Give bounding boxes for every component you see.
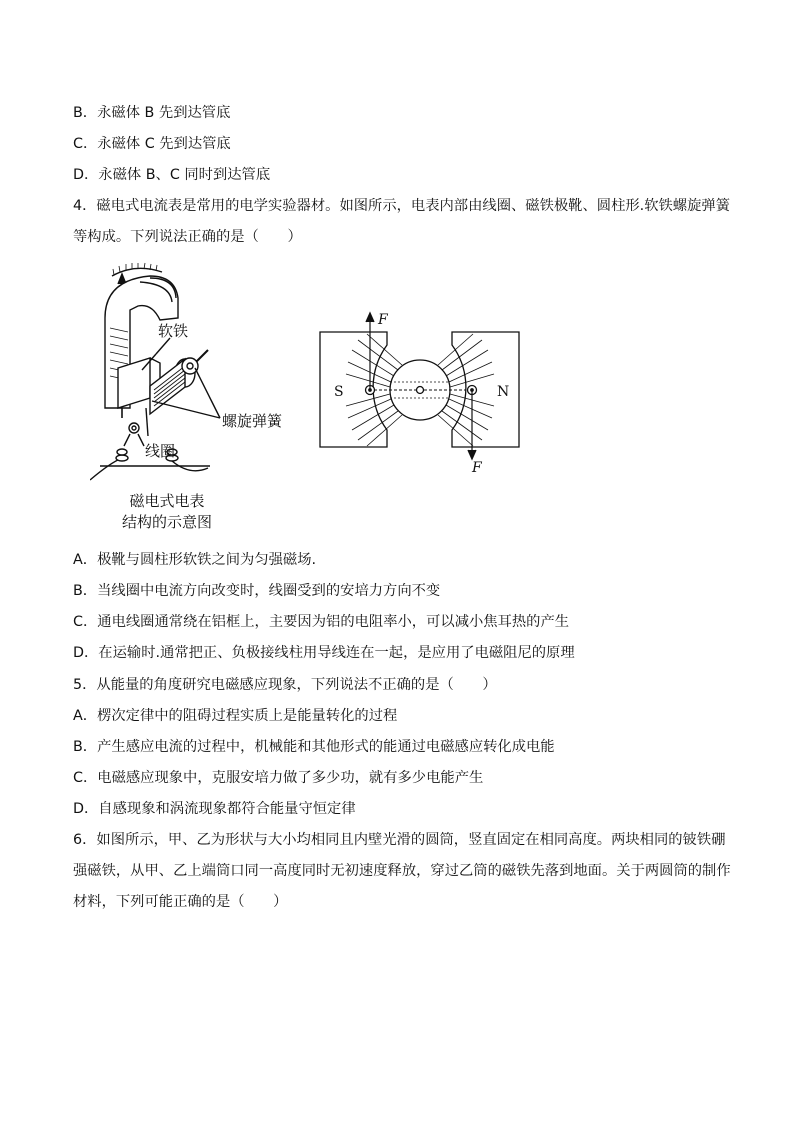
label-force-top: F — [378, 312, 388, 328]
q4-option-a: A．极靴与圆柱形软铁之间为匀强磁场. — [73, 552, 317, 568]
label-n-pole: N — [497, 384, 510, 400]
question-6-stem: 6．如图所示，甲、乙为形状与大小均相同且内壁光滑的圆筒，竖直固定在相同高度。两块相同的铍铁硼 — [73, 832, 726, 848]
label-s-pole: S — [334, 384, 344, 400]
q4-option-c: C．通电线圈通常绕在铝框上，主要因为铝的电阻率小，可以减小焦耳热的产生 — [73, 614, 570, 630]
q5-option-a: A．楞次定律中的阻碍过程实质上是能量转化的过程 — [73, 708, 398, 724]
question-4-stem: 4．磁电式电流表是常用的电学实验器材。如图所示，电表内部由线圈、磁铁极靴、圆柱形.软铁螺旋弹簧 — [73, 198, 730, 214]
label-force-bottom: F — [472, 460, 482, 476]
galvanometer-diagram — [90, 258, 300, 483]
figure-caption-1: 磁电式电表 — [129, 492, 205, 510]
question-6-stem-cont1: 强磁铁，从甲、乙上端筒口同一高度同时无初速度释放，穿过乙筒的磁铁先落到地面。关于两圆筒的制作 — [73, 863, 731, 879]
label-coil: 线圈 — [145, 442, 176, 460]
option-d-line: D．永磁体 B、C 同时到达管底 — [73, 167, 271, 183]
q4-option-b: B．当线圈中电流方向改变时，线圈受到的安培力方向不变 — [73, 583, 441, 599]
radial-field-diagram — [312, 310, 527, 480]
q5-option-d: D．自感现象和涡流现象都符合能量守恒定律 — [73, 801, 356, 817]
option-b-line: B．永磁体 B 先到达管底 — [73, 105, 231, 121]
q5-option-b: B．产生感应电流的过程中，机械能和其他形式的能通过电磁感应转化成电能 — [73, 739, 555, 755]
option-c-line: C．永磁体 C 先到达管底 — [73, 136, 231, 152]
q4-option-d: D．在运输时.通常把正、负极接线柱用导线连在一起，是应用了电磁阻尼的原理 — [73, 645, 575, 661]
question-4-stem-cont: 等构成。下列说法正确的是（ ） — [73, 229, 302, 245]
question-5-stem: 5．从能量的角度研究电磁感应现象，下列说法不正确的是（ ） — [73, 677, 497, 693]
q5-option-c: C．电磁感应现象中，克服安培力做了多少功，就有多少电能产生 — [73, 770, 484, 786]
figure-caption-2: 结构的示意图 — [121, 513, 212, 531]
label-soft-iron: 软铁 — [158, 322, 189, 340]
label-spring: 螺旋弹簧 — [222, 412, 283, 430]
question-6-stem-cont2: 材料，下列可能正确的是（ ） — [73, 894, 288, 910]
